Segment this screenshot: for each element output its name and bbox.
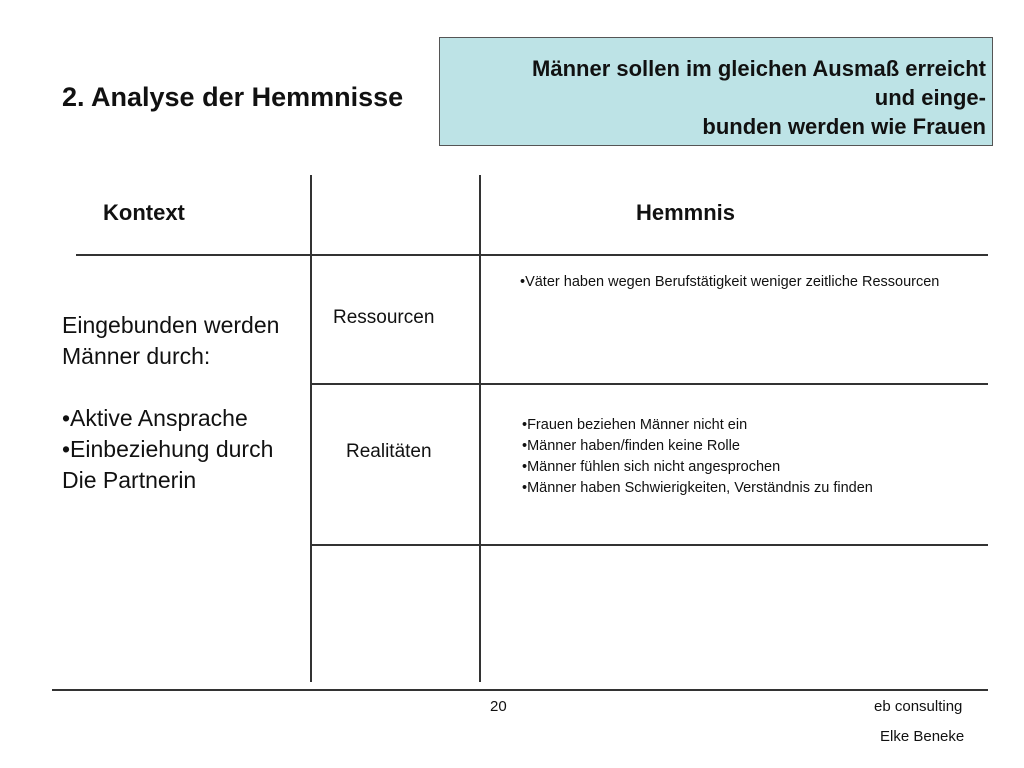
context-bullet-2: •Einbeziehung durch [62,436,274,462]
hemmnis-item: •Väter haben wegen Berufstätigkeit weniger zeitliche Ressourcen [520,274,940,290]
footer-company: eb consulting [874,698,963,715]
context-line-2: Männer durch: [62,343,211,369]
table-divider-row-1 [310,383,988,385]
table-divider-vertical-right [479,175,481,682]
table-divider-header [76,254,988,256]
context-bullet-1: •Aktive Ansprache [62,405,248,431]
context-bullet-2-continued: Die Partnerin [62,467,197,493]
page-number: 20 [490,698,507,715]
column-header-kontext: Kontext [103,200,185,225]
context-description [62,310,279,496]
hemmnis-list-ressourcen [520,272,970,293]
category-realitaeten: Realitäten [346,441,432,462]
hemmnis-item: •Männer haben Schwierigkeiten, Verständnis zu finden [522,480,873,496]
slide-title: 2. Analyse der Hemmnisse [62,82,404,112]
hemmnis-list-realitaeten [522,415,982,499]
column-header-hemmnis: Hemmnis [636,200,736,225]
footer-author: Elke Beneke [880,728,965,745]
goal-callout-box [439,37,993,146]
footer-divider [52,689,988,691]
category-ressourcen: Ressourcen [333,307,435,328]
callout-line-1: Männer sollen im gleichen Ausmaß erreicht [532,56,986,81]
table-divider-row-2 [310,544,988,546]
callout-line-3: bunden werden wie Frauen [702,114,986,139]
context-line-1: Eingebunden werden [62,312,280,338]
hemmnis-item: •Männer haben/finden keine Rolle [522,438,740,454]
hemmnis-item: •Männer fühlen sich nicht angesprochen [522,459,781,475]
table-divider-vertical-left [310,175,312,682]
context-spacer [62,372,279,403]
hemmnis-item: •Frauen beziehen Männer nicht ein [522,417,748,433]
callout-line-2: und einge- [874,85,986,110]
